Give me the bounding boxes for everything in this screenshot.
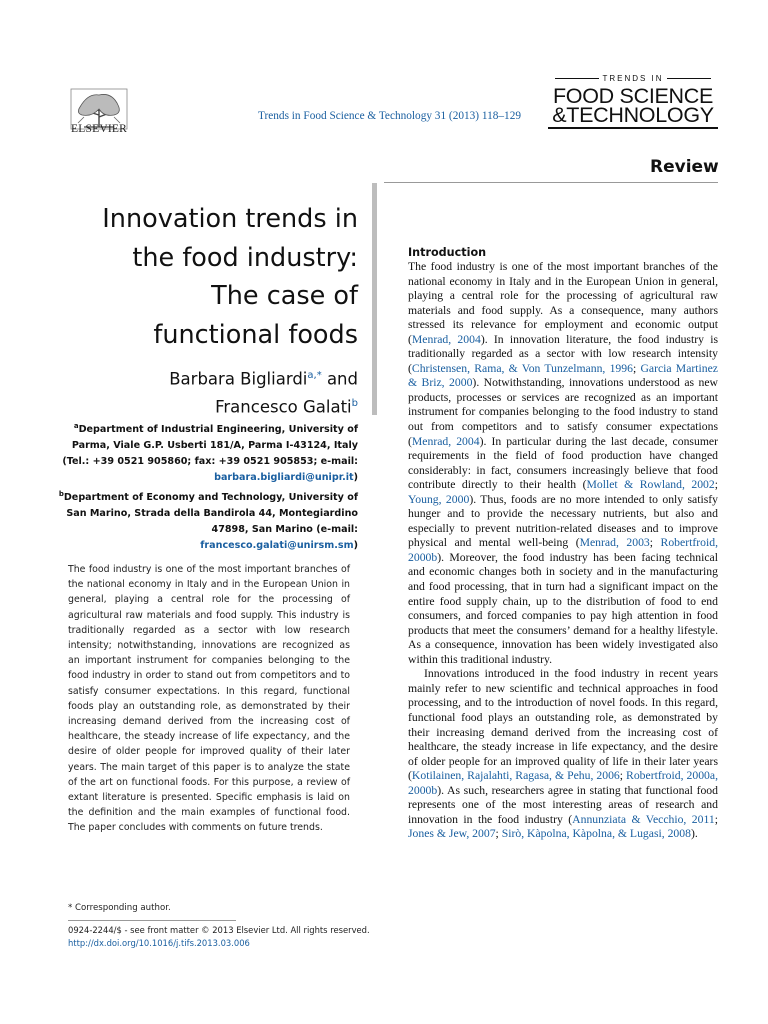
citation-link[interactable]: Annunziata & Vecchio, 2011 [572, 812, 715, 826]
paragraph-text: ; [619, 769, 627, 783]
author-name: Francesco Galati [215, 397, 352, 416]
paragraph-text: ; [714, 812, 718, 826]
abstract: The food industry is one of the most important branches of the national economy in Italy and in the European Union in general, playing a central role for the processing of agricultural raw materials and food supply. This industry is traditionally regarded as a sector with low research intensity; notwithstanding, innovations are recognized as an important instrument for companies belonging to the food industry in order to stand out from competitors and to satisfy consumer expectations. In this regard, functional foods play an outstanding role, as demonstrated by their increasing demand derived from the increasing cost of healthcare, the steady increase of life expectancy, and the desire of older people for improved quality of their later years. The main target of this paper is to analyze the state of the art on functional foods. For this purpose, a review of extant literature is presented. Specific emphasis is laid on the definition and the main examples of functional food. The paper concludes with comments on future trends. [68, 564, 350, 834]
citation-link[interactable]: Mollet & Rowland, 2002 [586, 478, 715, 492]
publisher-name: ELSEVIER [71, 123, 127, 135]
affiliation-b: $^b$Department of Economy and Technology, University of San Marino, Strada della Bandirola 44, Montegiardino 47898, San Marino (e-mail: francesco.galati@unirsm.sm) [58, 490, 358, 552]
title-line: functional foods [153, 319, 358, 350]
title-line: The case of [211, 281, 358, 311]
journal-citation[interactable]: Trends in Food Science & Technology 31 (2013) 118–129 [258, 110, 521, 122]
paragraph-text: The food industry is one of the most important branches of the national economy in Italy and in the European Union in general, playing a central role for the processing of agricultural raw materials and food supply. As a consequence, many authors stressed its relevance for employment and economic output ( [408, 260, 718, 346]
author-affiliation-marker[interactable]: b [351, 397, 358, 409]
body-paragraph [408, 260, 718, 667]
email-link[interactable]: francesco.galati@unirsm.sm [200, 540, 354, 552]
citation-link[interactable]: Robertfroid, 2000b [408, 536, 718, 564]
journal-logo-line2: &TECHNOLOGY [552, 103, 714, 127]
body-text [408, 260, 718, 842]
affiliations [58, 418, 358, 554]
citation-link[interactable]: Menrad, 2004 [411, 434, 480, 448]
citation-link[interactable]: Robertfroid, 2000a, 2000b [408, 769, 718, 797]
section-heading: Introduction [408, 246, 487, 259]
paragraph-text: ; [649, 536, 661, 550]
citation-link[interactable]: Menrad, 2003 [579, 536, 650, 550]
issn-copyright: 0924-2244/$ - see front matter © 2013 Elsevier Ltd. All rights reserved. [68, 925, 370, 935]
corresponding-author-note: * Corresponding author. [68, 903, 171, 913]
body-paragraph [408, 667, 718, 842]
paragraph-text: ; [495, 827, 502, 841]
citation-link[interactable]: Young, 2000 [408, 492, 470, 506]
journal-logo-rule [548, 127, 718, 129]
journal-logo-top: TRENDS IN [548, 74, 718, 84]
paragraph-text: ; [632, 361, 641, 375]
paragraph-text: ). In particular during the last decade, consumer requirements in the field of food production have changed considerably: in fact, consumers increasingly believe that food contribute directly to their health ( [408, 434, 718, 492]
affiliation-a: $^a$Department of Industrial Engineering, University of Parma, Viale G.P. Usberti 181/A, Parma I-43124, Italy (Tel.: +39 0521 905860; fax: +39 0521 905853; e-mail: barbara.bigliardi@unipr.it) [62, 422, 358, 484]
email-link[interactable]: barbara.bigliardi@unipr.it [214, 472, 354, 484]
paragraph-text: ). Thus, foods are no more intended to only satisfy hunger and to provide the necessary nutrients, but also and especially to prevent nutrition-related diseases and to improve physical and mental well-being ( [408, 492, 719, 550]
journal-logo [548, 74, 718, 129]
author-list [58, 364, 358, 419]
citation-link[interactable]: Sirò, Kàpolna, Kàpolna, & Lugasi, 2008 [501, 827, 691, 841]
doi-link[interactable]: http://dx.doi.org/10.1016/j.tifs.2013.03.006 [68, 938, 250, 948]
title-line: Innovation trends in [102, 204, 358, 234]
header-divider [384, 182, 718, 183]
paragraph-text: ). Notwithstanding, innovations understood as new products, processes or services are recognized as an important instrument for companies belonging to the food industry to stand out from competitors and to satisfy consumer expectations ( [408, 376, 719, 448]
citation-link[interactable]: Christensen, Rama, & Von Tunzelmann, 1996 [411, 361, 633, 375]
title-sidebar-bar [372, 183, 377, 415]
citation-link[interactable]: Kotilainen, Rajalahti, Ragasa, & Pehu, 2006 [411, 769, 620, 783]
author-name: Barbara Bigliardi [169, 369, 308, 389]
article-title [58, 200, 358, 354]
section-label: Review [650, 157, 719, 177]
author-conjunction: and [321, 369, 358, 389]
paragraph-text: ). Moreover, the food industry has been facing technical and economic changes both in society and in the manufacturing and food processing, that in turn had a significant impact on the entire food supply chain, up to the distribution of food to end consumers, and forced companies to pay high attention in food products that meet the consumers’ demand for a healthy lifestyle. As a consequence, innovation has been widely investigated also within this traditional industry. [408, 550, 718, 666]
paragraph-text: ; [714, 478, 718, 492]
paragraph-text: Innovations introduced in the food industry in recent years mainly refer to new scientific and technical approaches in food processing, and to the introduction of novel foods. In this regard, functional food plays an outstanding role, as demonstrated by their increasing demand derived from the increasing cost of healthcare, the steady increase in life expectancy, and the desire of older people for an improved quality of life in their later years ( [408, 667, 718, 783]
citation-link[interactable]: Garcia Martinez & Briz, 2000 [408, 361, 718, 390]
author-affiliation-marker[interactable]: a,* [307, 370, 322, 381]
citation-link[interactable]: Jones & Jew, 2007 [408, 827, 496, 841]
footnote-divider [68, 920, 236, 921]
title-line: the food industry: [132, 242, 358, 273]
journal-logo-line1: FOOD SCIENCE [552, 84, 714, 108]
paragraph-text: ). In innovation literature, the food industry is traditionally regarded as a sector with low research intensity ( [408, 332, 718, 375]
paragraph-text: ). [690, 827, 698, 841]
citation-link[interactable]: Menrad, 2004 [411, 332, 481, 346]
paragraph-text: ). As such, researchers agree in stating that functional food represents one of the most interesting areas of research and innovation in the food industry ( [408, 783, 718, 826]
